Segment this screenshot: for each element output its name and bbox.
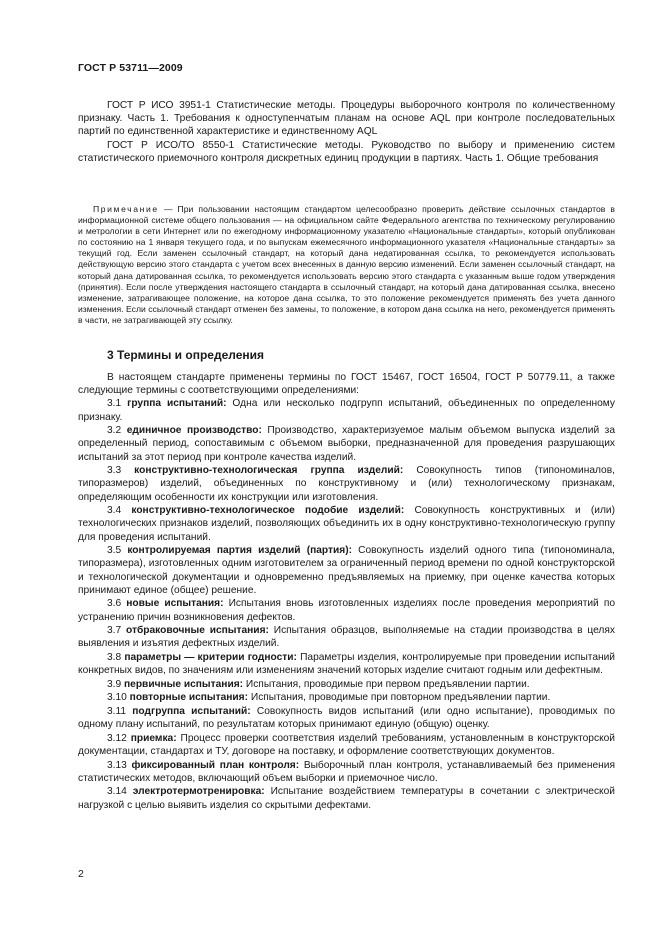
term-number: 3.5: [107, 545, 122, 557]
term-name: единичное производство:: [126, 425, 262, 437]
term-definition: Процесс проверки соответствия изделий требованиям, установленным в конструкторской документации, стандартах и ТУ, договоре на поставку, и оформление соответствующих документов.: [78, 732, 615, 757]
term-definition: Совокупность изделий одного типа (типономинала, типоразмера), изготовленных одним изготовителем за ограниченный период времени по одной конструкторской и технологической документации и одновременно предъявляемых на приемку, при оценке качества которых принимают единое (общее) решение.: [78, 545, 615, 596]
term-definition: Одна или несколько подгрупп испытаний, объединенных по определенному признаку.: [78, 398, 615, 423]
page-number: 2: [78, 868, 84, 880]
term-entry: [78, 544, 615, 597]
term-name: группа испытаний:: [127, 398, 227, 410]
note-text: — При пользовании настоящим стандартом целесообразно проверить действие ссылочных стандартов в информационной системе общего пользования — на официальном сайте Федерального агентства по техническому регулированию и метрологии в сети Интернет или по ежегодному информационному указателю «Национальные стандарты», который опубликован по состоянию на 1 января текущего года, и по выпускам ежемесячного информационного указателя «Национальные стандарты» за текущий год. Если заменен ссылочный стандарт, на который дана недатированная ссылка, то рекомендуется использовать действующую версию этого стандарта с учетом всех внесенных в данную версию изменений. Если заменен ссылочный стандарт, на который дана датированная ссылка, то рекомендуется использовать версию этого стандарта с указанным выше годом утверждения (принятия). Если после утверждения настоящего стандарта в ссылочный стандарт, на который дана датированная ссылка, внесено изменение, затрагивающее положение, на которое дана ссылка, то это положение рекомендуется применять без учета данного изменения. Если ссылочный стандарт отменен без замены, то положение, в котором дана ссылка на него, рекомендуется применять в части, не затрагивающей эту ссылку.: [78, 204, 615, 325]
term-definition: Совокупность видов испытаний (или одно испытание), проводимых по одному плану испытаний, по результатам которых принимают единую (общую) оценку.: [78, 705, 615, 731]
term-number: 3.11: [107, 705, 127, 717]
term-definition: Испытания, проводимые при первом предъявлении партии.: [245, 678, 530, 690]
term-number: 3.12: [107, 732, 127, 744]
term-entry: [78, 424, 615, 464]
section-intro: В настоящем стандарте применены термины по ГОСТ 15467, ГОСТ 16504, ГОСТ Р 50779.11, а также следующие термины с соответствующими определениями:: [78, 372, 615, 397]
reference-item: ГОСТ Р ИСО 3951-1 Статистические методы. Процедуры выборочного контроля по количественному признаку. Часть 1. Требования к одноступенчатым планам на основе AQL при контроле последовательных партий по единственной характеристике и единственному AQL: [78, 100, 615, 138]
term-number: 3.8: [107, 652, 122, 663]
term-entry: [78, 705, 615, 731]
term-definition: Параметры изделия, контролируемые при проведении испытаний конкретных видов, по значениям или изменениям значений которых изделие считают годным или дефектным.: [78, 652, 615, 677]
term-number: 3.4: [107, 505, 122, 517]
standard-header: ГОСТ Р 53711—2009: [78, 62, 183, 74]
term-entry: [78, 678, 615, 691]
term-number: 3.10: [107, 692, 127, 704]
term-name: конструктивно-технологическая группа изделий:: [134, 465, 404, 477]
term-name: первичные испытания:: [124, 678, 244, 690]
term-name: параметры — критерии годности:: [124, 652, 297, 663]
term-name: фиксированный план контроля:: [131, 759, 300, 771]
term-name: новые испытания:: [126, 598, 224, 610]
term-name: повторные испытания:: [129, 692, 249, 704]
term-number: 3.2: [107, 425, 122, 437]
term-name: контролируемая партия изделий (партия):: [127, 545, 352, 557]
term-entry: [78, 464, 615, 504]
term-definition: Совокупность конструктивных и (или) технологических признаков изделий, позволяющих объединить их в одну конструктивно-технологическую группу для проведения испытаний.: [78, 505, 615, 543]
term-entry: [78, 759, 615, 785]
term-name: электротермотренировка:: [132, 786, 265, 798]
terms-list: [78, 397, 615, 811]
terms-block: [78, 371, 615, 812]
term-name: конструктивно-технологическое подобие изделий:: [131, 505, 405, 517]
term-number: 3.3: [107, 465, 122, 477]
term-definition: Испытания образцов, выполняемые на стадии производства в целях выявления и изъятия дефектных изделий.: [78, 625, 615, 650]
term-number: 3.14: [107, 786, 127, 798]
term-number: 3.1: [107, 398, 122, 410]
term-name: отбраковочные испытания:: [126, 625, 269, 637]
term-definition: Испытание воздействием температуры в сочетании с электрической нагрузкой с целью выявить изделия со скрытыми дефектами.: [78, 786, 615, 811]
term-entry: [78, 504, 615, 544]
term-number: 3.6: [107, 598, 122, 610]
term-entry: [78, 691, 615, 704]
term-number: 3.13: [107, 759, 127, 771]
section-title: 3 Термины и определения: [107, 348, 265, 362]
term-definition: Выборочный план контроля, устанавливаемый без применения статистических методов, включающий объем выборки и приемочное число.: [78, 759, 615, 784]
reference-item: ГОСТ Р ИСО/ТО 8550-1 Статистические методы. Руководство по выбору и применению систем статистического приемочного контроля дискретных единиц продукции в партиях. Часть 1. Общие требования: [78, 139, 615, 164]
term-name: приемка:: [130, 732, 177, 744]
note-paragraph: [78, 204, 615, 326]
term-entry: [78, 732, 615, 758]
term-entry: [78, 597, 615, 623]
note-block: [78, 204, 615, 326]
term-definition: Испытания вновь изготовленных изделиях после проведения мероприятий по устранению причин возникновения дефектов.: [78, 598, 615, 623]
term-definition: Производство, характеризуемое малым объемом выпуска изделий за определенный период, сопоставимым с объемом выборки, предназначенной для проведения разрушающих испытаний за этот период при контроле качества изделий.: [78, 425, 615, 463]
term-definition: Совокупность типов (типономиналов, типоразмеров) изделий, объединенных по конструктивному и (или) технологическому признакам, определяющим особенности их конструкции или изготовления.: [78, 465, 615, 503]
term-number: 3.9: [107, 678, 122, 690]
term-number: 3.7: [107, 625, 122, 637]
term-definition: Испытания, проводимые при повторном предъявлении партии.: [250, 692, 551, 704]
term-entry: [78, 624, 615, 650]
term-entry: [78, 651, 615, 677]
term-entry: [78, 785, 615, 811]
term-entry: [78, 397, 615, 423]
note-label: Примечание: [93, 204, 159, 214]
term-name: подгруппа испытаний:: [132, 705, 251, 717]
references-block: [78, 99, 615, 165]
